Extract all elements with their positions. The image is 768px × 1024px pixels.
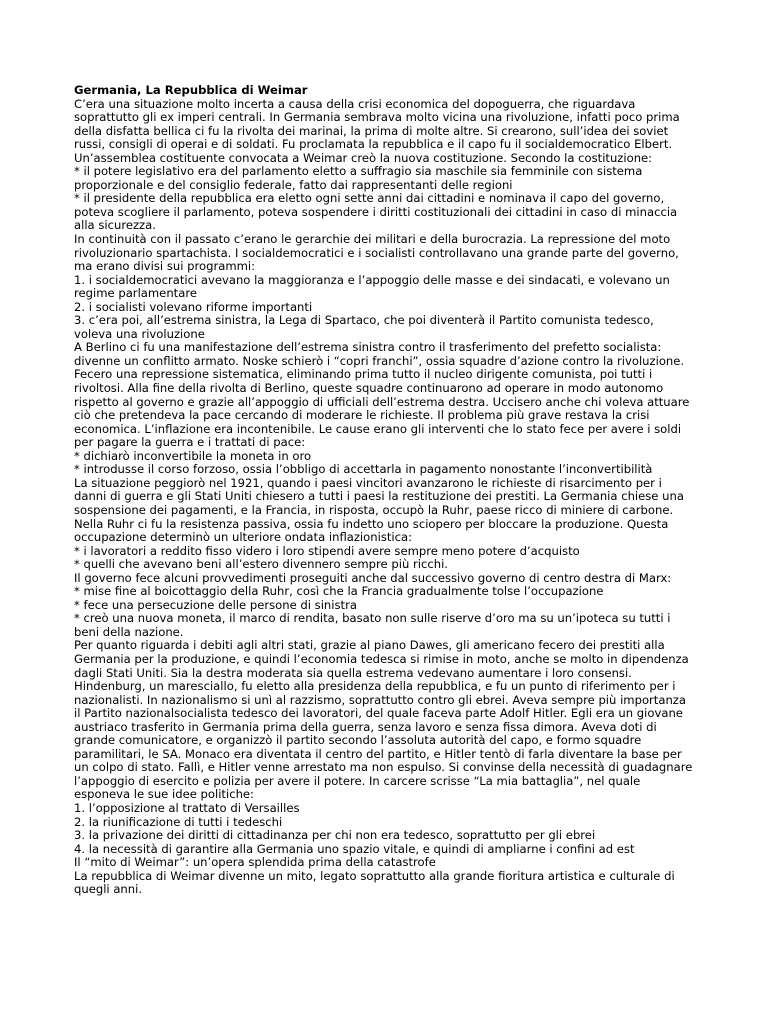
text-line: regime parlamentare — [74, 286, 197, 301]
text-line: * fece una persecuzione delle persone di sinistra — [74, 597, 357, 612]
text-line: 2. la riunificazione di tutti i tedeschi — [74, 814, 283, 829]
text-line: Hindenburg, un maresciallo, fu eletto alla presidenza della repubblica, e fu un punto di riferimento per i — [74, 679, 676, 694]
text-line: 3. la privazione dei diritti di cittadinanza per chi non era tedesco, soprattutto per gli ebrei — [74, 828, 596, 843]
text-line: In continuità con il passato c’erano le gerarchie dei militari e della burocrazia. La repressione del moto — [74, 232, 671, 247]
text-line: * il potere legislativo era del parlamento eletto a suffragio sia maschile sia femminile con sistema — [74, 164, 643, 179]
text-line: nazionalisti. In nazionalismo si unì al razzismo, soprattutto contro gli ebrei. Aveva sempre più importanza — [74, 692, 686, 707]
text-line: rivoluzionario spartachista. I socialdemocratici e i socialisti controllavano una grande parte del governo, — [74, 245, 679, 260]
text-line: russi, consigli di operai e di soldati. Fu proclamata la repubblica e il capo fu il socialdemocratico Elbert. — [74, 137, 673, 152]
text-line: 3. c’era poi, all’estrema sinistra, la Lega di Spartaco, che poi diventerà il Partito comunista tedesco, — [74, 313, 654, 328]
text-line: * creò una nuova moneta, il marco di rendita, basato non sulle riserve d’oro ma su un’ipoteca su tutti i — [74, 611, 671, 626]
text-line: Un’assemblea costituente convocata a Weimar creò la nuova costituzione. Secondo la costituzione: — [74, 150, 653, 165]
text-line: 2. i socialisti volevano riforme importanti — [74, 299, 313, 314]
text-line: 4. la necessità di garantire alla Germania uno spazio vitale, e quindi di ampliarne i confini ad est — [74, 841, 635, 856]
text-line: occupazione determinò un ulteriore ondata inflazionistica: — [74, 530, 413, 545]
text-line: paramilitari, le SA. Monaco era diventata il centro del partito, e Hitler tentò di farla diventare la base per — [74, 746, 682, 761]
document-body — [74, 98, 704, 897]
text-line: * quelli che avevano beni all’estero divennero sempre più ricchi. — [74, 557, 448, 572]
text-line: grande comunicatore, e organizzò il partito secondo l’assoluta autorità del capo, e formo squadre — [74, 733, 642, 748]
text-line: della disfatta bellica ci fu la rivolta dei marinai, la prima di molte altre. Si crearono, sull’idea dei soviet — [74, 123, 669, 138]
document-page — [74, 84, 704, 897]
text-line: ma erano divisi sui programmi: — [74, 259, 256, 274]
text-line: * i lavoratori a reddito fisso videro i loro stipendi avere sempre meno potere d’acquisto — [74, 543, 580, 558]
text-line: poteva scogliere il parlamento, poteva sospendere i diritti costituzionali dei cittadini in caso di minaccia — [74, 204, 678, 219]
text-line: Germania per la produzione, e quindi l’economia tedesca si rimise in moto, anche se molto in dipendenza — [74, 651, 689, 666]
text-line: alla sicurezza. — [74, 218, 156, 233]
text-line: * dichiarò inconvertibile la moneta in oro — [74, 448, 312, 463]
text-line: rispetto al governo e grazie all’appoggio di ufficiali dell’estrema destra. Uccisero anche chi voleva attuare — [74, 394, 690, 409]
text-line: La repubblica di Weimar divenne un mito, legato soprattutto alla grande fioritura artistica e culturale di — [74, 868, 675, 883]
text-line: un colpo di stato. Fallì, e Hitler venne arrestato ma non espulso. Si convinse della necessità di guadagnare — [74, 760, 693, 775]
text-line: 1. i socialdemocratici avevano la maggioranza e l’appoggio delle masse e dei sindacati, e volevano un — [74, 272, 670, 287]
text-line: austriaco trasferito in Germania prima della guerra, senza lavoro e senza fissa dimora. Aveva doti di — [74, 719, 657, 734]
text-line: * il presidente della repubblica era eletto ogni sette anni dai cittadini e nominava il capo del governo, — [74, 191, 665, 206]
text-line: quegli anni. — [74, 882, 143, 897]
text-line: * introdusse il corso forzoso, ossia l’obbligo di accettarla in pagamento nonostante l’inconvertibilità — [74, 462, 653, 477]
text-line: proporzionale e del consiglio federale, fatto dai rappresentanti delle regioni — [74, 177, 513, 192]
text-line: Fecero una repressione sistematica, eliminando prima tutto il nucleo dirigente comunista, poi tutti i — [74, 367, 653, 382]
text-line: La situazione peggiorò nel 1921, quando i paesi vincitori avanzarono le richieste di risarcimento per i — [74, 475, 662, 490]
text-line: economica. L’inflazione era incontenibile. Le cause erano gli interventi che lo stato fece per avere i soldi — [74, 421, 682, 436]
text-line: 1. l’opposizione al trattato di Versailles — [74, 800, 300, 815]
text-line: divenne un conflitto armato. Noske schierò i “copri franchi”, ossia squadre d’azione contro la rivoluzione. — [74, 353, 685, 368]
text-line: A Berlino ci fu una manifestazione dell’estrema sinistra contro il trasferimento del prefetto socialista: — [74, 340, 662, 355]
text-line: il Partito nazionalsocialista tedesco dei lavoratori, del quale faceva parte Adolf Hitler. Egli era un giovane — [74, 706, 683, 721]
text-line: sospensione dei pagamenti, e la Francia, in risposta, occupò la Ruhr, paese ricco di miniere di carbone. — [74, 502, 674, 517]
text-line: Il governo fece alcuni provvedimenti proseguiti anche dal successivo governo di centro destra di Marx: — [74, 570, 672, 585]
text-line: C’era una situazione molto incerta a causa della crisi economica del dopoguerra, che riguardava — [74, 96, 636, 111]
text-line: per pagare la guerra e i trattati di pace: — [74, 435, 306, 450]
text-line: Nella Ruhr ci fu la resistenza passiva, ossia fu indetto uno sciopero per bloccare la produzione. Questa — [74, 516, 669, 531]
text-line: ciò che pretendeva la pace cercando di moderare le richieste. Il problema più grave restava la crisi — [74, 408, 650, 423]
text-line: dagli Stati Uniti. Sia la destra moderata sia quella estrema vedevano aumentare i loro consensi. — [74, 665, 632, 680]
text-line: rivoltosi. Alla fine della rivolta di Berlino, queste squadre continuarono ad operare in modo autonomo — [74, 381, 664, 396]
text-line: soprattutto gli ex imperi centrali. In Germania sembrava molto vicina una rivoluzione, infatti poco prima — [74, 110, 680, 125]
document-title: Germania, La Repubblica di Weimar — [74, 83, 308, 97]
text-line: Per quanto riguarda i debiti agli altri stati, grazie al piano Dawes, gli americano fecero dei prestiti alla — [74, 638, 665, 653]
text-line: l’appoggio di esercito e polizia per avere il potere. In carcere scrisse “La mia battaglia”, nel quale — [74, 773, 641, 788]
text-line: beni della nazione. — [74, 624, 184, 639]
text-line: Il “mito di Weimar”: un’opera splendida prima della catastrofe — [74, 855, 436, 870]
text-line: voleva una rivoluzione — [74, 326, 205, 341]
text-line: esponeva le sue idee politiche: — [74, 787, 254, 802]
text-line: * mise fine al boicottaggio della Ruhr, così che la Francia gradualmente tolse l’occupazione — [74, 584, 604, 599]
text-line: danni di guerra e gli Stati Uniti chiesero a tutti i paesi la restituzione dei prestiti. La Germania chiese una — [74, 489, 684, 504]
